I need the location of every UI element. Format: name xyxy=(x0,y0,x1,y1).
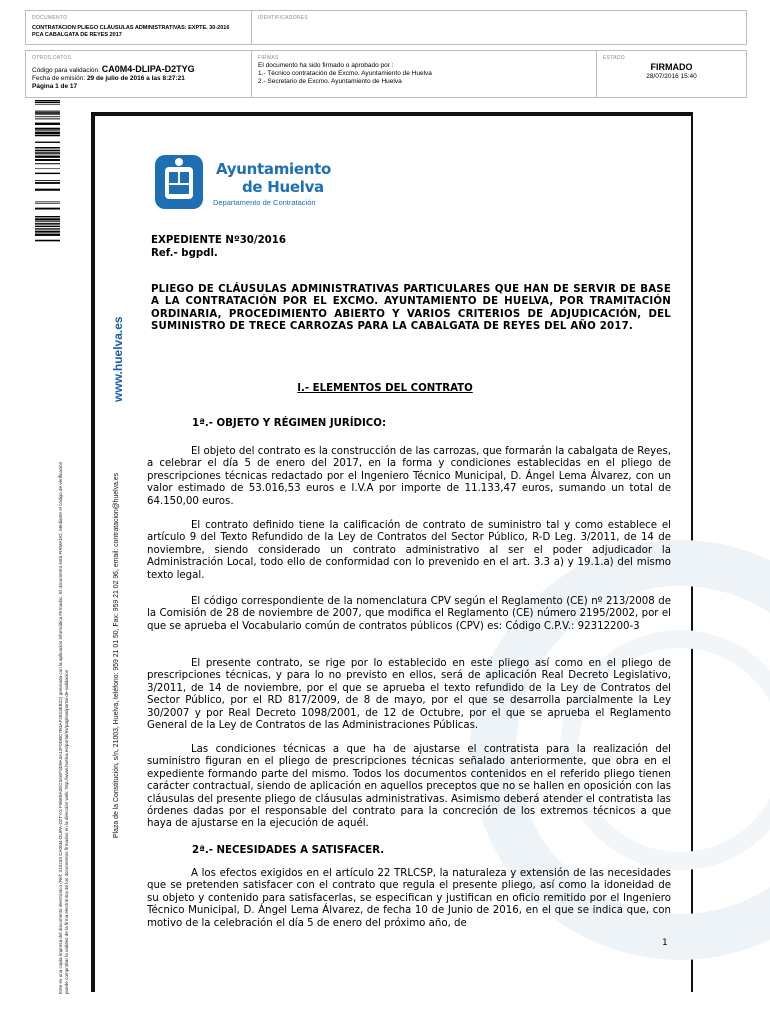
header-estado-box xyxy=(596,50,747,98)
firmas-intro: El documento ha sido firmado o aprobado por : xyxy=(258,62,394,69)
paragraph-5 xyxy=(147,744,671,831)
documento-label: DOCUMENTO xyxy=(32,15,68,21)
estado-value: FIRMADO xyxy=(650,62,693,72)
clause-1-heading: 1ª.- OBJETO Y RÉGIMEN JURÍDICO: xyxy=(192,418,387,429)
section-heading: I.- ELEMENTOS DEL CONTRATO xyxy=(297,383,473,394)
expediente-number: EXPEDIENTE Nº30/2016 xyxy=(151,235,286,246)
identificadores-label: IDENTIFICADORES xyxy=(258,15,309,21)
validation-line xyxy=(32,65,247,75)
emission-line xyxy=(32,75,247,83)
emission-date: 29 de julio de 2016 a las 8:27:21 xyxy=(86,75,185,82)
paragraph-1-text: El objeto del contrato es la construcción de las carrozas, que formarán la cabalgata de Reyes, a celebrar el día 5 de enero del 2017, en la forma y condiciones establecidas en el pliego de prescripciones técnicas redactado por el Ingeniero Técnico Municipal, D. Ángel Lema Álvarez, con un valor estimado de 53.016,53 euros e I.V.A por importe de 11.133,47 euros, sumando un total de 64.150,00 euros. xyxy=(147,446,671,507)
header-firmas-box xyxy=(251,50,598,98)
header-identificadores-box xyxy=(251,10,747,45)
barcode-icon xyxy=(35,100,60,242)
coat-of-arms-icon xyxy=(151,151,207,213)
paragraph-2 xyxy=(147,520,671,582)
header-documento-box xyxy=(25,10,253,45)
paragraph-6-text: A los efectos exigidos en el artículo 22 TRLCSP, la naturaleza y extensión de las necesidades que se pretenden satisfacer con el contrato que regula el presente pliego, así como la idoneidad de su objeto y contenido para satisfacerlas, se especifican y justifican en oficio remitido por el Ingeniero Técnico Municipal, D. Ángel Lema Álvarez, de fecha 10 de Junio de 2016, en el que se indica que, con motivo de la celebración el día 5 de enero del próximo año, de xyxy=(147,868,671,929)
page-info: Página 1 de 17 xyxy=(32,83,78,90)
firmas-label: FIRMAS xyxy=(258,55,279,61)
page-number: 1 xyxy=(662,938,668,948)
otros-datos-label: OTROS DATOS xyxy=(32,55,72,61)
paragraph-4-text: El presente contrato, se rige por lo establecido en este pliego así como en el pliego de prescripciones técnicas, y para lo no previsto en ellos, será de aplicación Real Decreto Legislativo, 3/2011, de 14 de noviembre, por el que se aprueba el texto refundido de la Ley de Contratos del Sector Público, por el RD 817/2009, de 8 de mayo, por el que se desarrolla parcialmente la Ley 30/2007 y por Real Decreto 1098/2001, de 12 de Octubre, por el que se aprueba el Reglamento General de la Ley de Contratos de las Administraciones Públicas. xyxy=(147,658,671,732)
logo-title-line-1: Ayuntamiento xyxy=(216,160,332,178)
paragraph-4 xyxy=(147,658,671,732)
verification-line-2: puede comprobar la validez de la firma electrónica de los documentos firmados en la dirección web: http://www.huelva.es/portal/es/paginas/portal-de-validacion xyxy=(64,669,69,994)
estado-label: ESTADO xyxy=(603,55,625,61)
paragraph-2-text: El contrato definido tiene la calificación de contrato de suministro tal y como establece el artículo 9 del Texto Refundido de la Ley de Contratos del Sector Público, R-D Leg. 3/2011, de 14 de noviembre, siendo considerado un contrato administrativo al ser el poder adjudicador la Administración Local, todo ello de conformidad con lo prevenido en el art. 3.3 a) y 19.1.a) del mismo texto legal. xyxy=(147,520,671,581)
paragraph-1 xyxy=(147,446,671,508)
address-text: Plaza de la Constitución, s/n, 21003, Huelva, teléfono: 959 21 01 50, Fax: 959 21 02 96, email: contratacion@huelva.es xyxy=(113,472,120,838)
emission-prefix: Fecha de emisión: xyxy=(32,75,86,82)
firma-2: 2.- Secretario de Excmo. Ayuntamiento de Huelva xyxy=(258,78,402,85)
paragraph-5-text: Las condiciones técnicas a que ha de ajustarse el contratista para la realización del suministro figuran en el pliego de prescripciones técnicas señalado anteriormente, que obra en el expediente formando parte del mismo. Todos los documentos contenidos en el referido pliego tienen carácter contractual, siendo de aplicación en aquellos preceptos que no se hallen en oposición con las cláusulas del presente pliego de cláusulas administrativas. Asimismo deberá atender el contratista las órdenes dadas por el responsable del contrato para la concreción de los extremos técnicos a que haya de ajustarse en la ejecución de aquél. xyxy=(147,744,671,830)
paragraph-3 xyxy=(147,596,671,633)
firma-1: 1.- Técnico contratación de Excmo. Ayuntamiento de Huelva xyxy=(258,70,432,77)
estado-date: 28/07/2016 15:40 xyxy=(646,73,697,80)
paragraph-3-text: El código correspondiente de la nomenclatura CPV según el Reglamento (CE) nº 213/2008 de la Comisión de 28 de noviembre de 2007, que modifica el Reglamento (CE) número 2195/2002, por el que se aprueba el Vocabulario común de contratos públicos (CPV) es: Código C.P.V.: 92312200-3 xyxy=(147,596,671,632)
header-otros-datos-box xyxy=(25,50,253,98)
validation-prefix: Código para validación: xyxy=(32,67,100,74)
documento-text: CONTRATACION PLIEGO CLÁUSULAS ADMINISTRATIVAS: EXPTE. 30-2016 PCA CABALGATA DE REYES 2017 xyxy=(32,25,230,38)
logo-title-line-2: de Huelva xyxy=(242,178,324,196)
clause-2-heading: 2ª.- NECESIDADES A SATISFACER. xyxy=(192,845,385,856)
paragraph-6 xyxy=(147,868,671,930)
validation-code: CA0M4-DLIPA-D2TYG xyxy=(101,64,195,74)
website-link[interactable]: www.huelva.es xyxy=(111,316,125,402)
document-title: PLIEGO DE CLÁUSULAS ADMINISTRATIVAS PARTICULARES QUE HAN DE SERVIR DE BASE A LA CONTRATACIÓN POR EL EXCMO. AYUNTAMIENTO DE HUELVA, POR TRAMITACIÓN ORDINARIA, PROCEDIMIENTO ABIERTO Y VARIOS CRITERIOS DE ADJUDICACIÓN, DEL SUMINISTRO DE TRECE CARROZAS PARA LA CABALGATA DE REYES DEL AÑO 2017. xyxy=(151,284,671,333)
verification-line-1: Este es una copia impresa del documento electrónico (Ref: 310233 CA0M4-DLIPA-D2TYG F06E8A0EC3AEF3D9A3A12F0DBC7B3AF2623EB22) generada con la aplicación informática Firmadoc. El documento está FIRMADO. Mediante el código de verificación xyxy=(58,461,63,994)
logo-subtitle: Departamento de Contratación xyxy=(213,198,316,207)
reference: Ref.- bgpdl. xyxy=(151,248,218,259)
